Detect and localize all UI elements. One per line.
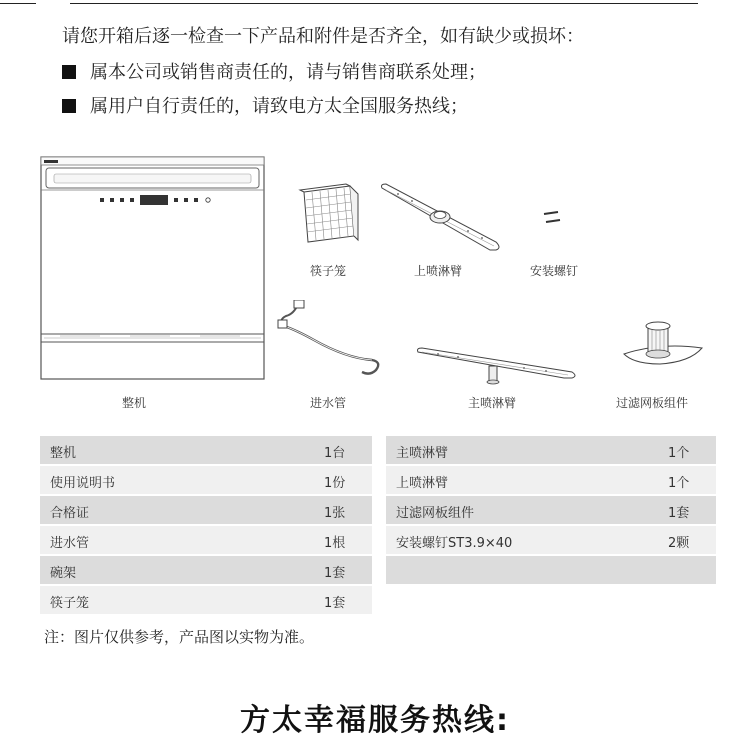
square-bullet-icon	[62, 65, 76, 79]
figure-caption: 进水管	[310, 396, 347, 410]
figure-caption: 安装螺钉	[530, 264, 579, 278]
part-qty: 1根	[324, 536, 346, 551]
filter-assembly-illustration	[620, 318, 706, 378]
table-row	[40, 436, 372, 464]
part-name: 主喷淋臂	[396, 446, 449, 461]
figure-caption: 筷子笼	[310, 264, 347, 278]
part-qty: 1套	[324, 596, 346, 611]
figure-caption: 整机	[122, 396, 147, 410]
hotline-title: 方太幸福服务热线:	[240, 703, 510, 738]
bullet-text: 属用户自行责任的，请致电方太全国服务热线；	[90, 96, 468, 117]
table-row	[386, 466, 716, 494]
part-name: 筷子笼	[50, 596, 90, 611]
figure-caption: 主喷淋臂	[468, 396, 517, 410]
inlet-hose-illustration	[276, 300, 384, 382]
part-name: 整机	[50, 446, 77, 461]
chopstick-basket-illustration	[298, 182, 360, 250]
table-row	[40, 526, 372, 554]
table-row	[386, 496, 716, 524]
upper-spray-arm-illustration	[378, 182, 504, 258]
install-screws-illustration	[540, 210, 564, 230]
part-name: 使用说明书	[50, 476, 116, 491]
part-qty: 1套	[324, 566, 346, 581]
bullet-item	[62, 62, 486, 84]
table-row	[386, 526, 716, 554]
footnote: 注：图片仅供参考，产品图以实物为准。	[44, 628, 315, 646]
part-name: 合格证	[50, 506, 90, 521]
dishwasher-illustration	[40, 156, 266, 386]
table-row	[386, 556, 716, 584]
table-row	[40, 556, 372, 584]
part-qty: 1张	[324, 506, 346, 521]
part-qty: 1套	[668, 506, 690, 521]
table-row	[386, 436, 716, 464]
square-bullet-icon	[62, 99, 76, 113]
part-name: 安装螺钉ST3.9×40	[396, 536, 513, 551]
part-name: 过滤网板组件	[396, 506, 475, 521]
figure-caption: 上喷淋臂	[414, 264, 463, 278]
bullet-item	[62, 96, 468, 118]
part-qty: 1份	[324, 476, 346, 491]
part-name: 进水管	[50, 536, 90, 551]
part-qty: 1台	[324, 446, 346, 461]
figure-caption: 过滤网板组件	[616, 396, 689, 410]
intro-text: 请您开箱后逐一检查一下产品和附件是否齐全，如有缺少或损坏：	[62, 26, 584, 47]
table-row	[40, 586, 372, 614]
table-row	[40, 496, 372, 524]
main-spray-arm-illustration	[414, 346, 578, 390]
top-rule	[0, 0, 750, 8]
part-qty: 1个	[668, 446, 690, 461]
part-name: 碗架	[50, 566, 77, 581]
bullet-text: 属本公司或销售商责任的，请与销售商联系处理；	[90, 62, 486, 83]
part-qty: 1个	[668, 476, 690, 491]
part-name: 上喷淋臂	[396, 476, 449, 491]
table-row	[40, 466, 372, 494]
part-qty: 2颗	[668, 536, 690, 551]
